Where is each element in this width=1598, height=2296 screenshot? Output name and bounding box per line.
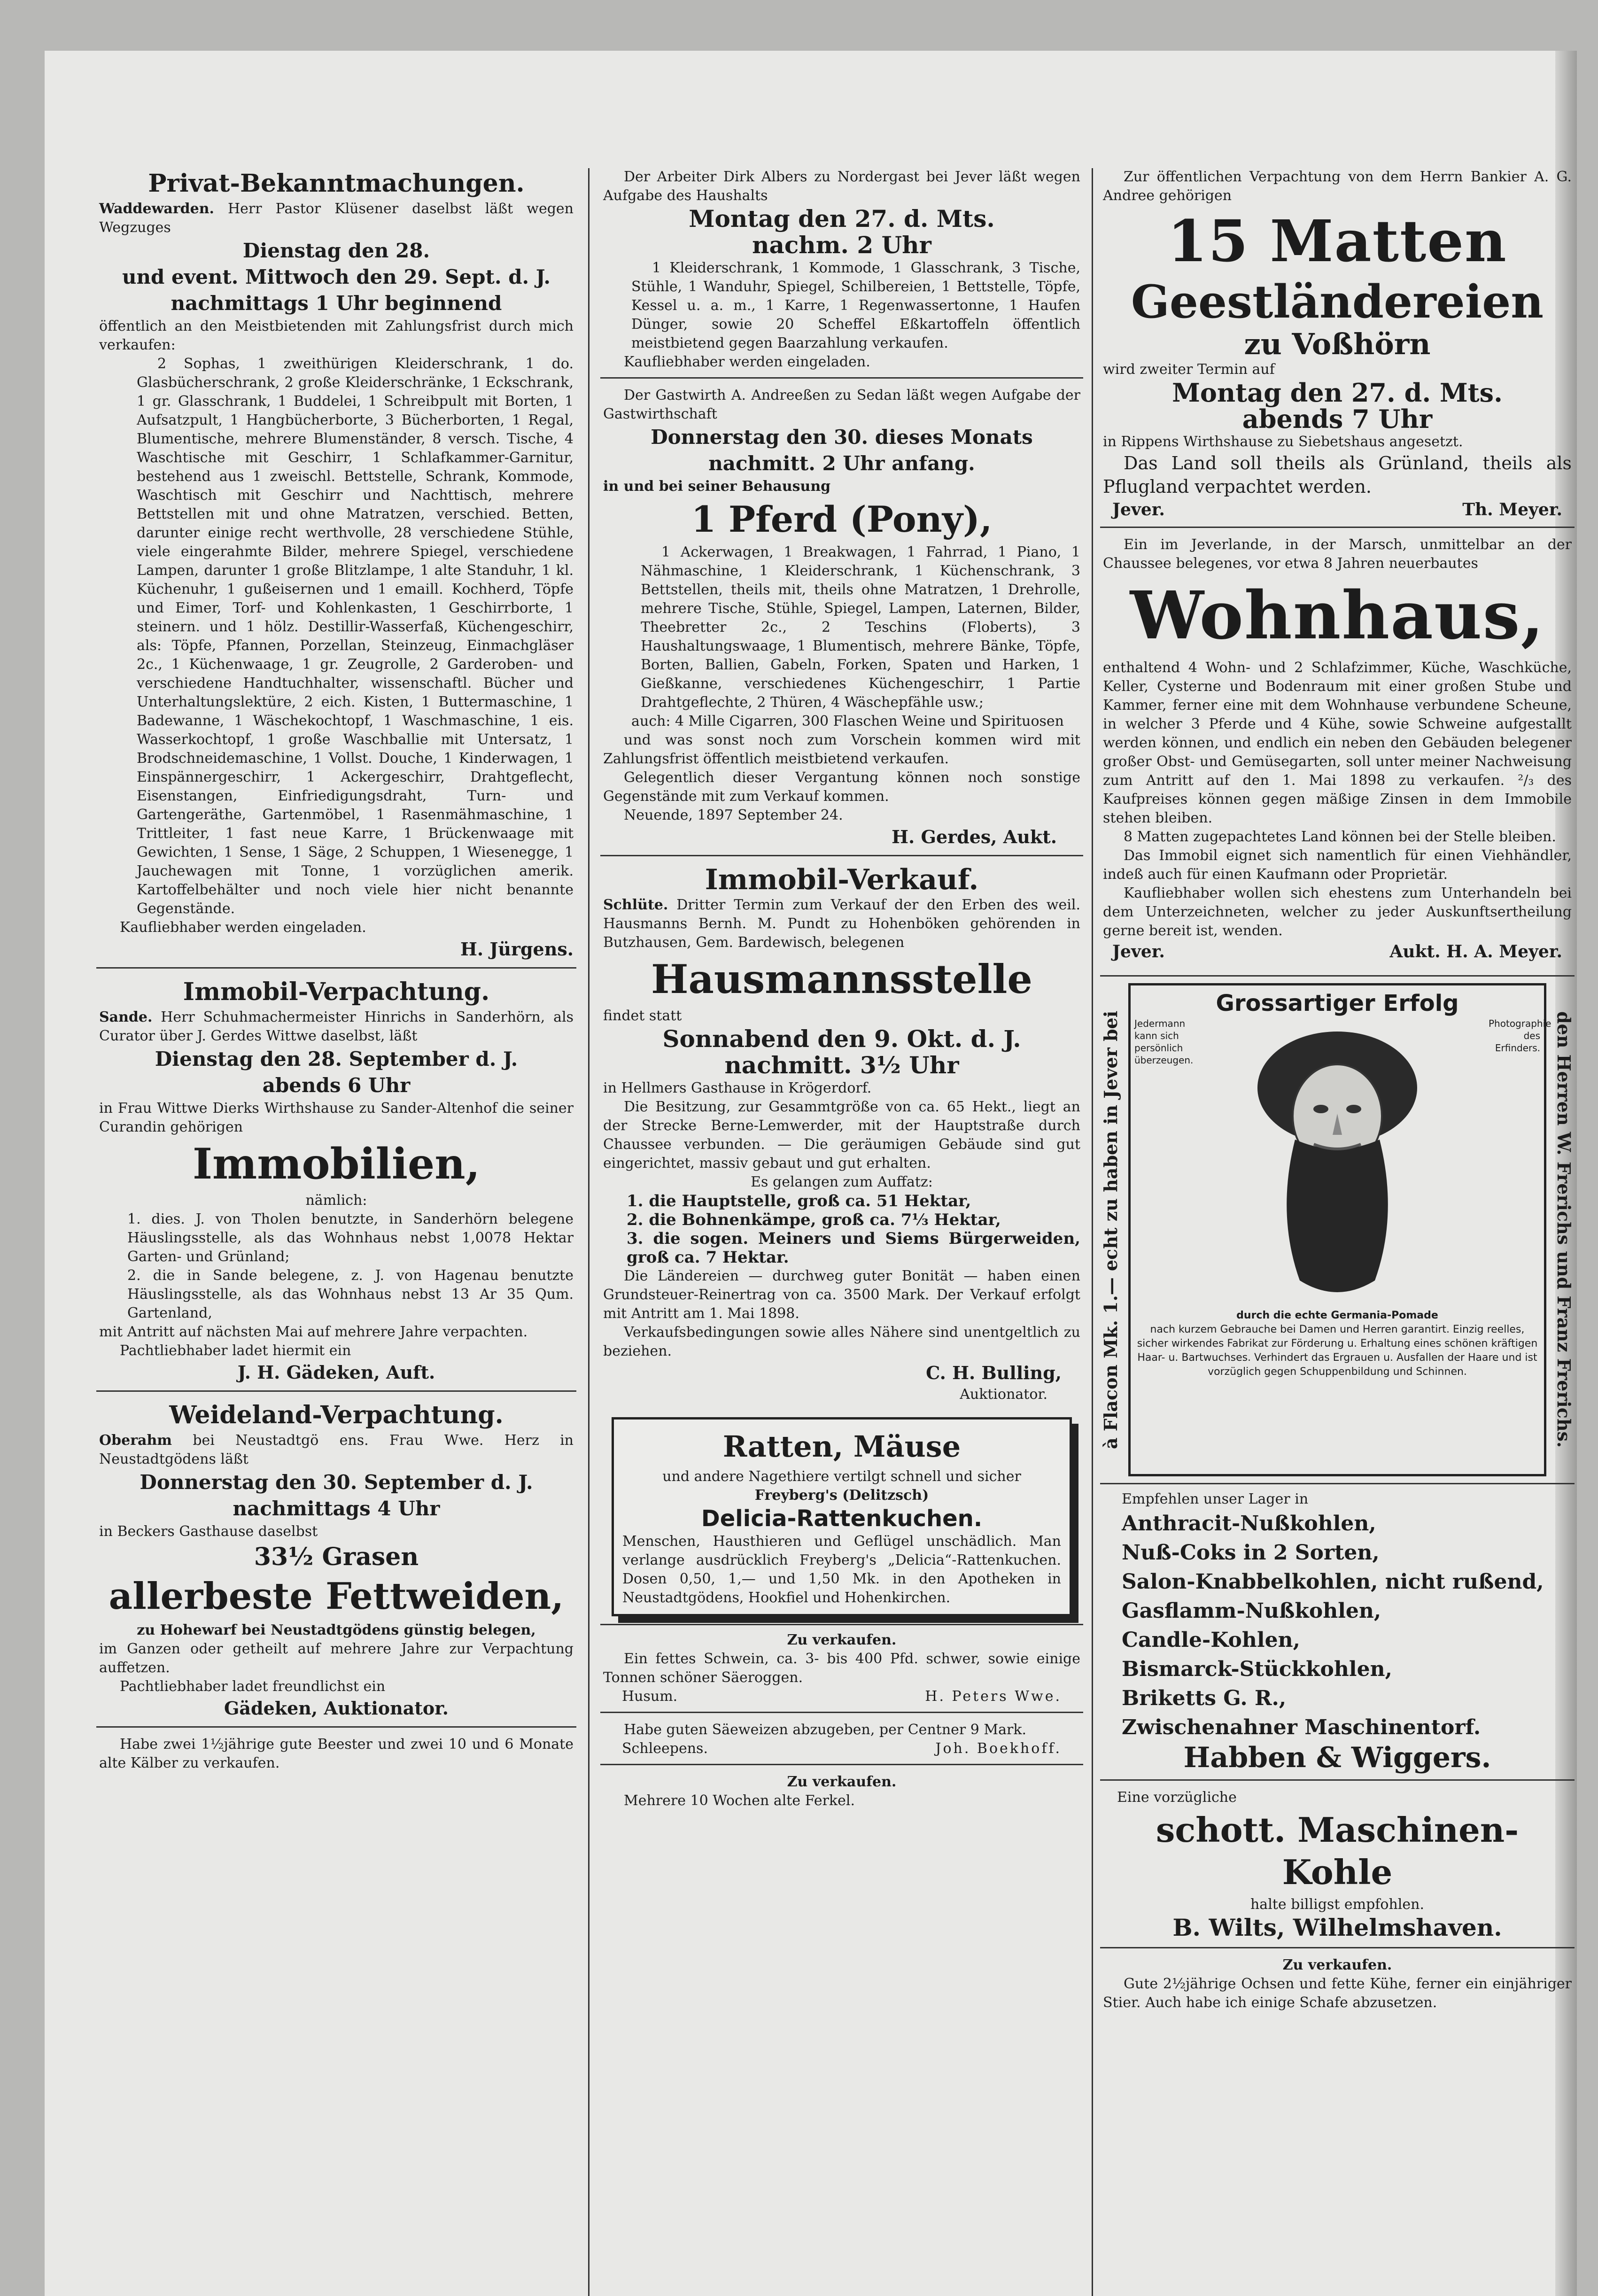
location: in Rippens Wirthshause zu Siebetshaus angesetzt. [1103,434,1463,450]
extra-note: Gelegentlich dieser Vergantung können noch sonstige Gegenstände mit zum Verkauf kommen. [603,769,1080,805]
item-list: 1 Ackerwagen, 1 Breakwagen, 1 Fahrrad, 1 Piano, 1 Nähmaschine, 1 Kleiderschrank, 1 Küchenschrank, 3 Bettstellen, theils mit, theils ohne Matratzen, 1 Drehrolle, mehrere Tische, Stühle, Spiegel, Lampen, Laternen, Bilder, Theebretter 2c., 2 Teschins (Floberts), 3 Haushaltungswaage, 1 Blumentisch, mehrere Bänke, Töpfe, Borten, Ballien, Gabeln, Forken, Spaten und Harken, 1 Gießkanne, verschiedenes Küchengeschirr, 1 Partie Drahtgeflechte, 2 Thüren, 4 Wäschepfähle usw.; [641,544,1080,711]
note-3: Kaufliebhaber wollen sich ehestens zum Unterhandeln bei dem Unterzeichneten, welcher zu jeder Auskunftsertheilung gerne bereit ist, wenden. [1103,885,1572,939]
intro: Der Arbeiter Dirk Albers zu Nordergast bei Jever läßt wegen Aufgabe des Haushalts [603,169,1080,204]
column-2 [600,166,1083,2296]
amount: 33½ Grasen [254,1543,419,1571]
intro: Eine vorzügliche [1117,1789,1237,1806]
location: in Hellmers Gasthause in Krögerdorf. [603,1080,872,1096]
advert-caption-title: durch die echte Germania-Pomade [1236,1310,1438,1321]
ad-title: Zu verkaufen. [787,1774,897,1790]
intro: Dritter Termin zum Verkauf der den Erben des weil. Hausmanns Bernh. M. Pundt zu Hohenböken gehörenden in Butzhausen, Gem. Bardewisch, belegenen [603,897,1080,951]
ad-text: Das Land soll theils als Grünland, theils als Pflugland verpachtet werden. [1103,453,1572,497]
auction-date: Dienstag den 28. September d. J. [155,1047,518,1070]
signature: Th. Meyer. [1462,500,1562,520]
subline: und andere Nagethiere vertilgt schnell und sicher [662,1468,1021,1485]
ad-germania-pomade [1100,975,1575,1476]
ad-private-announcement [96,166,576,967]
auction-date-alt: und event. Mittwoch den 29. Sept. d. J. [122,265,551,288]
ad-rat-poison [612,1417,1072,1616]
ad-text: Mehrere 10 Wochen alte Ferkel. [624,1792,855,1809]
ad-oxen-sale [1100,1947,1575,2018]
signature: Aukt. H. A. Meyer. [1389,942,1562,962]
location: in Beckers Gasthause daselbst [99,1523,318,1540]
ad-title: Immobil-Verkauf. [705,863,979,896]
coal-item: Briketts G. R., [1122,1686,1287,1710]
signature: Habben & Wiggers. [1183,1741,1491,1774]
ad-weideland [96,1390,576,1726]
auction-time: nachm. 2 Uhr [752,231,931,259]
ad-text: Habe guten Säeweizen abzugeben, per Centner 9 Mark. [624,1722,1027,1738]
signature: Joh. Boekhoff. [935,1740,1062,1757]
lot-1: 1. die Hauptstelle, groß ca. 51 Hektar, [627,1192,971,1210]
coal-item: Gasflamm-Nußkohlen, [1122,1599,1381,1623]
headline: Immobilien, [192,1139,481,1189]
ad-title: Zu verkaufen. [787,1632,897,1648]
ad-text: Ein fettes Schwein, ca. 3- bis 400 Pfd. schwer, sowie einige Tonnen schöner Säeroggen. [603,1651,1080,1686]
advert-note-right: Photographie des Erfinders. [1489,1018,1551,1054]
headline: Wohnhaus, [1130,577,1545,654]
auction-date: Sonnabend den 9. Okt. d. J. [662,1025,1021,1053]
dateline: Neuende, 1897 September 24. [624,807,843,823]
item-2: 2. die in Sande belegene, z. J. von Hagenau benutzte Häuslingsstelle, als das Wohnhaus nebst 13 Ar 35 Qum. Gartenland, [127,1267,574,1321]
headline: Hausmannsstelle [651,956,1032,1002]
intro: Herr Pastor Klüsener daselbst läßt wegen Wegzuges [99,201,574,236]
namely: nämlich: [305,1192,367,1209]
terms: im Ganzen oder getheilt auf mehrere Jahre zur Verpachtung auffetzen. [99,1641,574,1676]
coal-item: Salon-Knabbelkohlen, nicht rußend, [1122,1570,1544,1594]
auction-time: nachmitt. 2 Uhr anfang. [708,452,975,475]
terms: mit Antritt auf nächsten Mai auf mehrere Jahre verpachten. [99,1324,528,1340]
term-note: wird zweiter Termin auf [1103,361,1275,378]
place: Schleepens. [622,1740,708,1757]
note-1: 8 Matten zugepachtetes Land können bei der Stelle bleiben. [1124,829,1556,845]
intro: Herr Schuhmachermeister Hinrichs in Sanderhörn, als Curator über J. Gerdes Wittwe daselbst, läßt [99,1009,574,1044]
intro: Empfehlen unser Lager in [1122,1491,1309,1507]
coal-item: Zwischenahner Maschinentorf. [1122,1715,1481,1739]
advert-headline: Grossartiger Erfolg [1216,990,1459,1016]
ad-title: Ratten, Mäuse [722,1429,961,1464]
ad-title: Immobil-Verpachtung. [183,977,490,1006]
location: in Frau Wittwe Dierks Wirthshause zu Sander-Altenhof die seiner Curandin gehörigen [99,1100,574,1135]
ad-pig-sale [600,1624,1083,1712]
ad-immobil-verpachtung [96,967,576,1390]
auction-time: nachmittags 1 Uhr beginnend [171,292,502,315]
ad-piglet-sale [600,1764,1083,1816]
headline: 1 Pferd (Pony), [691,498,993,540]
place: Jever. [1112,500,1165,520]
buyers-note: Pachtliebhaber ladet hiermit ein [120,1342,351,1359]
signature: H. Peters Wwe. [925,1688,1062,1705]
ad-text: Menschen, Hausthieren und Geflügel unschädlich. Man verlange ausdrücklich Freyberg's „Delicia“-Rattenkuchen. Dosen 0,50, 1,— und 1,50 Mk. in den Apotheken in Neustadtgödens, Hookfiel und Hohenkirchen. [622,1533,1061,1606]
subheadline: zu Voßhörn [1244,327,1431,361]
vertical-text-left: à Flacon Mk. 1.— echt zu haben in Jever bei [1100,1010,1121,1449]
place: Jever. [1112,942,1165,962]
advert-note-left: Jedermann kann sich persönlich überzeugen. [1134,1018,1194,1066]
section-title: Privat-Bekanntmachungen. [148,169,525,198]
ad-text: halte billigst empfohlen. [1250,1896,1425,1913]
terms: öffentlich an den Meistbietenden mit Zahlungsfrist durch mich verkaufen: [99,318,574,353]
terms: und was sonst noch zum Vorschein kommen wird mit Zahlungsfrist öffentlich meistbietend verkaufen. [603,732,1080,767]
auction-time: abends 7 Uhr [1242,404,1433,434]
auction-date: Donnerstag den 30. dieses Monats [651,426,1033,449]
ad-text: Habe zwei 1½jährige gute Beester und zwei 10 und 6 Monate alte Kälber zu verkaufen. [99,1736,574,1771]
intro: Zur öffentlichen Verpachtung von dem Herrn Bankier A. G. Andree gehörigen [1103,169,1572,204]
ad-machine-coal [1100,1779,1575,1947]
product-name: Delicia-Rattenkuchen. [701,1505,983,1532]
auction-date: Dienstag den 28. [242,239,430,262]
column-rule-1 [588,168,590,2296]
bearded-man-portrait-icon [1239,1017,1436,1309]
intro: Der Gastwirth A. Andreeßen zu Sedan läßt wegen Aufgabe der Gastwirthschaft [603,387,1080,422]
brand: Freyberg's (Delitzsch) [754,1487,929,1504]
buyers-note: Kaufliebhaber werden eingeladen. [624,354,870,370]
ad-wheat-sale [600,1712,1083,1764]
auction-date: Montag den 27. d. Mts. [1172,378,1503,408]
item-1: 1. dies. J. von Tholen benutzte, in Sanderhörn belegene Häuslingsstelle, als das Wohnhaus nebst 1,0078 Hektar Garten- und Grünland; [127,1211,574,1265]
item-list: 1 Kleiderschrank, 1 Kommode, 1 Glasschrank, 3 Tische, Stühle, 1 Wanduhr, Spiegel, Schilbereien, 1 Bettstelle, Töpfe, Kessel u. a. m., 1 Karre, 1 Regenwassertonne, 1 Haufen Dünger, sowie 20 Scheffel Eßkartoffeln öffentlich meistbietend gegen Baarzahlung verkaufen. [631,260,1080,351]
headline: schott. Maschinen-Kohle [1156,1810,1519,1892]
ad-cattle-sale [96,1726,576,1778]
subheadline: zu Hohewarf bei Neustadtgödens günstig belegen, [137,1622,536,1638]
place: Husum. [622,1688,678,1705]
advert-caption: nach kurzem Gebrauche bei Damen und Herren garantirt. Einzig reelles, sicher wirkendes Fabrikat zur Förderung u. Erhaltung eines schönen kräftigen Haar- u. Bartwuchses. Verhindert das Ergrauen u. Ausfallen der Haare und ist vorzüglich gegen Schuppenbildung und Schinnen. [1137,1324,1538,1378]
headline: allerbeste Fettweiden, [109,1575,564,1618]
auction-time: abends 6 Uhr [262,1074,411,1097]
column-rule-2 [1092,168,1093,2296]
advert-image-frame [1128,983,1551,1476]
portrait-illustration [1186,1017,1489,1309]
signature: B. Wilts, Wilhelmshaven. [1172,1914,1502,1941]
signature-title: Auktionator. [960,1386,1047,1403]
description: enthaltend 4 Wohn- und 2 Schlafzimmer, Küche, Waschküche, Keller, Cysterne und Bodenraum mit einer großen Stube und Kammer, ferner eine mit dem Wohnhause verbundene Scheune, in welcher 3 Pferde und 4 Kühe, sowie Schweine aufgestallt werden können, und endlich ein neben den Gebäuden belegener großer Obst- und Gemüsegarten, soll unter meiner Nachweisung zum Antritt auf den 1. Mai 1898 zu verkaufen. ²/₃ des Kaufpreises können gegen mäßige Zinsen in dem Immobile stehen bleiben. [1103,659,1572,826]
auction-time: nachmittags 4 Uhr [233,1497,440,1520]
ad-text: Gute 2½jährige Ochsen und fette Kühe, ferner ein einjähriger Stier. Auch habe ich einige Schafe abzusetzen. [1103,1976,1572,2011]
intro: Ein im Jeverlande, in der Marsch, unmittelbar an der Chaussee belegenes, vor etwa 8 Jahren neuerbautes [1103,536,1572,572]
ad-title: Zu verkaufen. [1282,1957,1392,1973]
also-list: auch: 4 Mille Cigarren, 300 Flaschen Weine und Spirituosen [631,713,1064,729]
place: Oberahm [99,1432,172,1449]
item-list: 2 Sophas, 1 zweithürigen Kleiderschrank, 1 do. Glasbücherschrank, 2 große Kleiderschränke, 1 Eckschrank, 1 gr. Glasschrank, 1 Buddelei, 1 Schreibpult mit Borten, 1 Aufsatzpult, 1 Hangbücherborte, 3 Bücherborten, 1 Regal, Blumentische, mehrere Blumenständer, 8 versch. Tische, 4 Waschtische mit Geschirr, 1 Schlafkammer-Garnitur, bestehend aus 1 zweischl. Bettstelle, Schrank, Kommode, Waschtisch mit Geschirr und Nachttisch, mehrere Bettstellen mit und ohne Matratzen, verschied. Betten, darunter einige recht werthvolle, 28 verschiedene Stühle, viele eingerahmte Bilder, mehrere Spiegel, verschiedene Lampen, darunter 1 große Blitzlampe, 1 alte Standuhr, 1 kl. Küchenuhr, 1 gußeisernen und 1 emaill. Kochherd, Töpfe und Eimer, Torf- und Kohlenkasten, 1 Geschirrborte, 1 steinern. und 1 hölz. Destillir-Wasserfaß, Küchengeschirr, als: Töpfe, Pfannen, Porzellan, Steinzeug, Einmachgläser 2c., 1 Küchenwaage, 1 gr. Zeugrolle, 2 Garderoben- und verschiedene Handtuchhalter, wissenschaftl. Bücher und Unterhaltungslektüre, 2 eich. Kisten, 1 Buttermaschine, 1 Badewanne, 1 Wäschekochtopf, 1 Waschmaschine, 1 eis. Wasserkochtopf, 1 große Waschballie mit Untersatz, 1 Brodschneidemaschine, 1 Vollst. Douche, 1 Kinderwagen, 1 Einspännergeschirr, 1 Ackergeschirr, Drahtgeflecht, Eisenstangen, Einfriedigungsdraht, Turn- und Gartengeräthe, Gartenmöbel, 1 Rasenmähmaschine, 1 Trittleiter, 1 fast neue Karre, 1 Brückenwaage mit Gewichten, 1 Sense, 1 Säge, 2 Schuppen, 1 Wiesenegge, 1 Jauchewagen mit Tonne, 1 vorzüglichen amerik. Kartoffelbehälter und noch viele hier nicht benannte Gegenstände. [137,356,574,917]
signature: C. H. Bulling, [926,1362,1062,1383]
description: Die Besitzung, zur Gesammtgröße von ca. 65 Hekt., liegt an der Strecke Berne-Lemwerder, mit der Hauptstraße durch Chaussee verbunden. — Die geräumigen Gebäude sind gut eingerichtet, massiv gebaut und gut erhalten. [603,1099,1080,1171]
findet-statt: findet statt [603,1008,682,1024]
ad-wohnhaus [1100,527,1575,969]
headline-1: 15 Matten [1167,207,1507,275]
auction-time: nachmitt. 3½ Uhr [724,1051,959,1079]
buyers-note: Pachtliebhaber ladet freundlichst ein [120,1678,386,1695]
lot-2: 2. die Bohnenkämpe, groß ca. 7⅓ Hektar, [627,1210,1001,1229]
ad-geestlaendereien [1100,166,1575,527]
signature: H. Gerdes, Aukt. [892,826,1057,847]
buyers-note: Kaufliebhaber werden eingeladen. [120,919,366,936]
column-3 [1100,166,1575,2296]
signature: J. H. Gädeken, Auft. [237,1362,435,1383]
ad-immobil-verkauf [600,855,1083,1410]
coal-item: Bismarck-Stückkohlen, [1122,1657,1392,1681]
ad-andreessen-auction [600,377,1083,855]
newspaper-page [45,51,1577,2296]
ad-coal-merchant [1100,1483,1575,1779]
signature: H. Jürgens. [460,939,574,960]
vertical-text-right: den Herren W. Frerichs und Franz Frerichs. [1553,1011,1575,1448]
signature: Gädeken, Auktionator. [224,1698,449,1719]
place: Schlüte. [603,897,668,913]
soil-info: Die Ländereien — durchweg guter Bonität — haben einen Grundsteuer-Reinertrag von ca. 3500 Mark. Der Verkauf erfolgt mit Antritt am 1. Mai 1898. [603,1268,1080,1322]
coal-item: Candle-Kohlen, [1122,1628,1300,1652]
coal-item: Nuß-Coks in 2 Sorten, [1122,1541,1380,1565]
auction-date: Donnerstag den 30. September d. J. [140,1471,533,1494]
place: Sande. [99,1009,153,1025]
place: Waddewarden. [99,201,214,217]
lots-intro: Es gelangen zum Auffatz: [751,1174,933,1190]
headline-2: Geestländereien [1131,275,1544,328]
conditions: Verkaufsbedingungen sowie alles Nähere sind unentgeltlich zu beziehen. [603,1324,1080,1359]
lot-3: 3. die sogen. Meiners und Siems Bürgerweiden, groß ca. 7 Hektar. [627,1229,1080,1267]
column-1 [96,166,576,2296]
intro: bei Neustadtgö ens. Frau Wwe. Herz in Neustadtgödens läßt [99,1432,574,1467]
note-2: Das Immobil eignet sich namentlich für einen Viehhändler, indeß auch für einen Kaufmann oder Proprietär. [1103,847,1572,883]
auction-date: Montag den 27. d. Mts. [689,205,995,233]
location: in und bei seiner Behausung [603,478,831,495]
ad-title: Weideland-Verpachtung. [169,1401,504,1429]
ad-albers-auction [600,166,1083,377]
coal-item: Anthracit-Nußkohlen, [1122,1512,1376,1536]
